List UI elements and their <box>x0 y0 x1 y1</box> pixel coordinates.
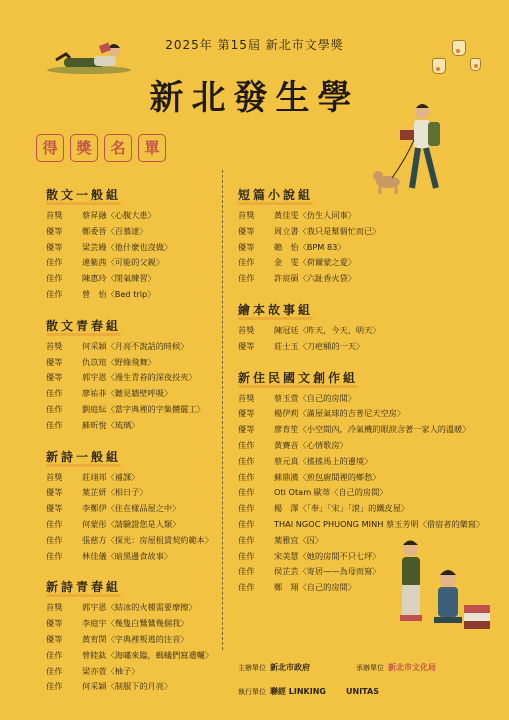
winner-entry: 周立書〈我只是幫個忙而已〉 <box>274 225 381 236</box>
award-label: 佳作 <box>238 455 255 466</box>
list-item <box>238 255 488 271</box>
list-item <box>46 632 216 648</box>
list-item <box>238 422 488 438</box>
list-item <box>46 616 216 632</box>
executor-row <box>238 686 379 697</box>
list-item <box>46 533 216 549</box>
award-label: 佳作 <box>238 518 255 529</box>
list-item <box>238 406 488 422</box>
list-item <box>46 208 216 224</box>
winner-entry: 林佳儀〈暗黑邊食故事〉 <box>82 550 173 561</box>
winner-entry: 何蒙彤〈請驗證您是人類〉 <box>82 518 181 529</box>
executor-label: 執行單位 <box>238 687 266 696</box>
award-label: 優等 <box>238 225 255 236</box>
section-title: 短篇小說組 <box>238 188 314 202</box>
award-label: 佳作 <box>238 487 255 498</box>
award-label: 首獎 <box>46 340 63 351</box>
list-item <box>238 580 488 596</box>
award-label: 佳作 <box>46 273 63 284</box>
winner-entry: 仇苡瑄〈野綠飛舞〉 <box>82 356 156 367</box>
award-label: 首獎 <box>46 471 63 482</box>
section-title: 繪本故事組 <box>238 302 314 317</box>
list-item <box>46 501 216 517</box>
winner-entry: 黃宥閔〈字典裡叛逃的注音〉 <box>82 633 189 644</box>
winner-entry: 蔡元真〈搖搖馬上的邊境〉 <box>274 455 373 466</box>
winner-entry: 葉雅宜〈囚〉 <box>274 534 324 545</box>
right-column <box>238 184 488 608</box>
winner-entry: 賴 怡〈BPM 83〉 <box>274 241 346 252</box>
list-item <box>46 470 216 486</box>
list-item <box>46 664 216 680</box>
list-item <box>238 564 488 580</box>
list-item <box>46 648 216 664</box>
winner-entry: 蘇鼎濱〈煎包廚間裡的鄉愁〉 <box>274 471 381 482</box>
award-label: 優等 <box>46 241 63 252</box>
executor-logo: 聯經 LINKING <box>270 687 326 696</box>
winner-entry: 楊伊莉〈滿屋氣球的吉普尼天空房〉 <box>274 408 406 419</box>
list-item <box>238 339 488 355</box>
award-label: 優等 <box>46 633 63 644</box>
award-label: 佳作 <box>238 439 255 450</box>
winner-entry: 廖祐菲〈聽見牆壁呼吸〉 <box>82 388 173 399</box>
list-item <box>46 418 216 434</box>
winner-entry: 侯芷芸〈寄居——為母而寫〉 <box>274 566 381 577</box>
section-title: 新詩一般組 <box>46 449 122 464</box>
award-label: 佳作 <box>46 518 63 529</box>
section-title: 散文一般組 <box>46 188 122 202</box>
list-item <box>238 438 488 454</box>
winner-entry: 許宸碩〈六趾香火袋〉 <box>274 273 356 284</box>
winner-entry: 黃賽音〈心情歌房〉 <box>274 439 348 450</box>
host-label: 主辦單位 <box>238 663 266 672</box>
winner-entry: 陳冠廷〈昨天，今天，明天〉 <box>274 324 381 335</box>
column-divider <box>222 170 223 650</box>
award-label: 佳作 <box>238 503 255 514</box>
award-label: 佳作 <box>238 471 255 482</box>
award-section <box>46 315 216 434</box>
winner-entry: 郭宇恩〈漫生青苔的深夜投夾〉 <box>82 372 197 383</box>
award-label: 優等 <box>238 408 255 419</box>
award-section <box>238 299 488 355</box>
list-item <box>46 370 216 386</box>
list-item <box>238 470 488 486</box>
list-item <box>238 454 488 470</box>
heading-char: 單 <box>138 134 166 162</box>
organizer-row <box>356 662 436 673</box>
host-row <box>238 662 310 673</box>
award-label: 佳作 <box>46 534 63 545</box>
winner-entry: 葉芷妍〈相日子〉 <box>82 487 148 498</box>
section-title: 新住民國文創作組 <box>238 370 359 385</box>
winner-entry: 何采穎〈月亮不說話的時候〉 <box>82 340 189 351</box>
award-label: 佳作 <box>238 257 255 268</box>
section-title: 散文青春組 <box>46 318 122 333</box>
page-title: 新北發生學 <box>149 78 360 118</box>
list-item <box>46 517 216 533</box>
winner-entry: 金 雯〈荷爾蒙之愛〉 <box>274 257 356 268</box>
winner-entry: 莊士玉〈刀疤桶的一天〉 <box>274 340 365 351</box>
award-label: 佳作 <box>238 566 255 577</box>
list-item <box>238 391 488 407</box>
organizer-logo: 新北市文化局 <box>388 663 436 672</box>
list-item <box>46 339 216 355</box>
winner-entry: 蔡昇融〈心腹大患〉 <box>82 210 156 220</box>
award-label: 佳作 <box>46 388 63 399</box>
winner-entry: Oti Otam 歐蒂〈自己的房間〉 <box>274 487 388 498</box>
award-label: 優等 <box>46 225 63 236</box>
list-item <box>238 501 488 517</box>
heading-char: 得 <box>36 134 64 162</box>
list-item <box>46 600 216 616</box>
award-label: 首獎 <box>238 324 255 335</box>
award-label: 首獎 <box>46 602 63 613</box>
winner-entry: 黃佳雯〈仿生人同事〉 <box>274 210 356 220</box>
winner-entry: 李鄭伊〈住在樣品屋之中〉 <box>82 503 181 514</box>
winner-entry: 張慈方〈探光：房屋租賃契約範本〉 <box>82 534 214 545</box>
list-item <box>46 679 216 695</box>
award-section <box>46 446 216 565</box>
list-item <box>46 240 216 256</box>
award-section <box>238 184 488 287</box>
left-column <box>46 184 216 707</box>
award-label: 首獎 <box>238 392 255 403</box>
heading-char: 獎 <box>70 134 98 162</box>
award-label: 優等 <box>238 241 255 252</box>
award-label: 佳作 <box>46 649 63 660</box>
award-label: 佳作 <box>238 534 255 545</box>
list-item <box>46 549 216 565</box>
list-item <box>46 485 216 501</box>
winner-entry: THAI NGOC PHUONG MINH 蔡玉芳明〈借宿者的樂寫〉 <box>274 518 485 529</box>
award-label: 優等 <box>46 372 63 383</box>
award-section <box>46 184 216 303</box>
winner-entry: 莊翊邦〈補課〉 <box>82 471 140 482</box>
award-label: 優等 <box>238 340 255 351</box>
award-label: 優等 <box>46 487 63 498</box>
event-subtitle: 2025年 第15屆 新北市文學獎 <box>165 38 344 52</box>
winner-entry: 劉庭紜〈當字典裡的字集體罷工〉 <box>82 403 205 414</box>
award-label: 佳作 <box>46 550 63 561</box>
award-label: 佳作 <box>238 273 255 284</box>
list-item <box>238 323 488 339</box>
award-section <box>46 576 216 695</box>
winner-list-heading <box>36 134 166 162</box>
winner-entry: 陳惠玲〈閉氣練習〉 <box>82 273 156 284</box>
list-item <box>238 533 488 549</box>
winner-entry: 鄭委晉〈百慕達〉 <box>82 225 148 236</box>
award-label: 首獎 <box>46 210 63 220</box>
winner-entry: 楊 澤〈「奉」「宋」「滾」的鐵皮屋〉 <box>274 503 410 514</box>
list-item <box>238 208 488 224</box>
award-label: 佳作 <box>46 403 63 414</box>
winner-entry: 蔡玉萱〈自己的房間〉 <box>274 392 356 403</box>
list-item <box>238 271 488 287</box>
winner-entry: 梁芸嫚〈他什麼也沒做〉 <box>82 241 173 252</box>
list-item <box>238 224 488 240</box>
award-label: 佳作 <box>46 681 63 692</box>
list-item <box>46 386 216 402</box>
award-label: 優等 <box>46 503 63 514</box>
list-item <box>46 287 216 303</box>
list-item <box>46 402 216 418</box>
award-label: 優等 <box>46 618 63 629</box>
winner-entry: 廖育笙〈小空間內，冷氣機的眼淚含著一家人的溫暖〉 <box>274 424 471 435</box>
host-logo: 新北市政府 <box>270 663 310 672</box>
award-label: 佳作 <box>46 665 63 676</box>
list-item <box>238 240 488 256</box>
heading-char: 名 <box>104 134 132 162</box>
award-label: 首獎 <box>238 210 255 220</box>
award-label: 優等 <box>238 424 255 435</box>
winner-entry: 曾 怡〈Bed trip〉 <box>82 288 156 299</box>
list-item <box>46 271 216 287</box>
award-section <box>238 367 488 596</box>
list-item <box>238 485 488 501</box>
winner-entry: 何采穎〈制服下的月亮〉 <box>82 681 173 692</box>
winner-entry: 梁亦萱〈柚子〉 <box>82 665 140 676</box>
partner-logo: UNITAS <box>346 687 379 696</box>
award-label: 佳作 <box>46 288 63 299</box>
list-item <box>46 355 216 371</box>
winner-entry: 李庭宇〈幾隻白鷺鷥幾個我〉 <box>82 618 189 629</box>
award-label: 佳作 <box>46 257 63 268</box>
winner-entry: 郭宇恩〈結冰的火種需要摩擦〉 <box>82 602 197 613</box>
winner-entry: 鄭 翔〈自己的房間〉 <box>274 582 356 593</box>
section-title: 新詩青春組 <box>46 580 122 595</box>
winner-entry: 宋美慧〈她的房間不只七坪〉 <box>274 550 381 561</box>
list-item <box>238 549 488 565</box>
list-item <box>238 517 488 533</box>
organizer-label: 承辦單位 <box>356 663 384 672</box>
award-label: 佳作 <box>238 582 255 593</box>
winner-entry: 連紫茜〈可能的父親〉 <box>82 257 164 268</box>
award-label: 佳作 <box>238 550 255 561</box>
list-item <box>46 224 216 240</box>
award-label: 優等 <box>46 356 63 367</box>
winner-entry: 蘇昕悅〈琉璃〉 <box>82 419 140 430</box>
winner-entry: 曾睦鈦〈海嘯來臨，螞蟻們寫遺囑〉 <box>82 649 214 660</box>
list-item <box>46 255 216 271</box>
award-label: 佳作 <box>46 419 63 430</box>
